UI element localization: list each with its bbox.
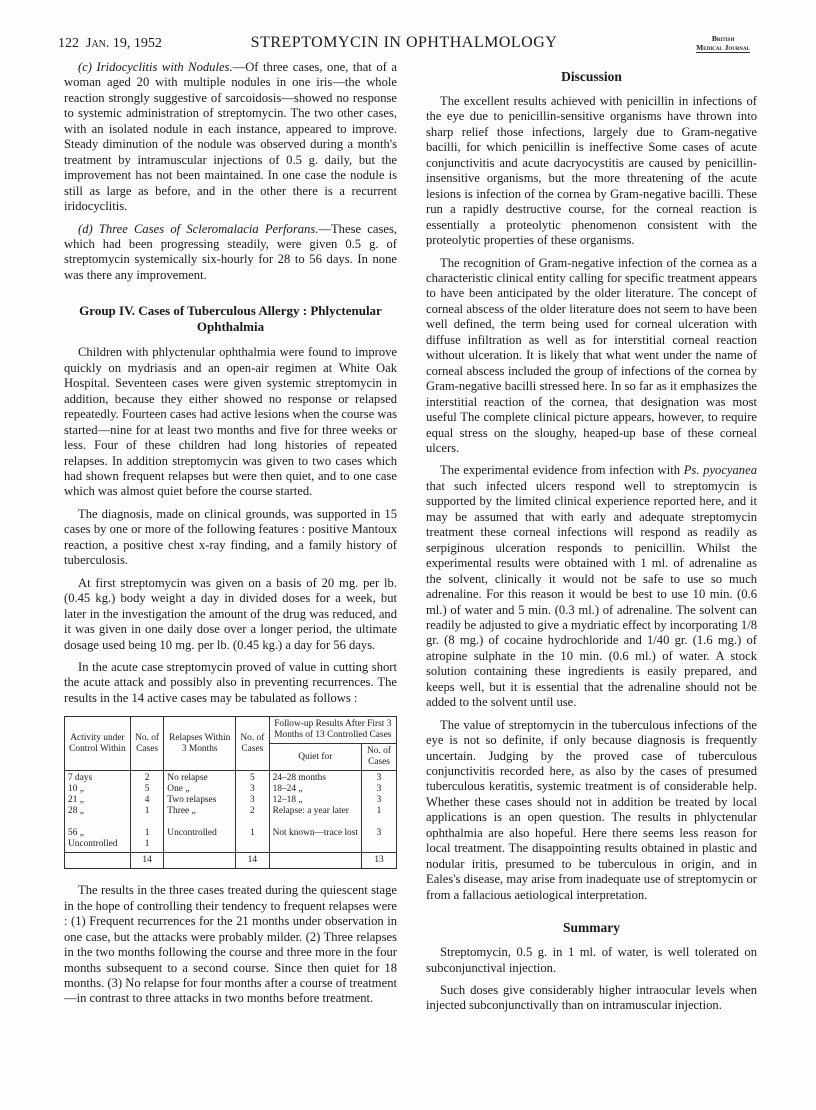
quiet-count-cell: 3 3 3 1 3 <box>362 771 397 853</box>
discussion-heading: Discussion <box>561 69 622 84</box>
journal-name: British Medical Journal <box>696 34 750 52</box>
activity-count-cell: 2 5 4 1 1 1 <box>130 771 163 853</box>
summary-paragraph: Streptomycin, 0.5 g. in 1 ml. of water, is well tolerated on subconjunctival injection. <box>426 945 757 975</box>
activity-cell: 7 days 10 „ 21 „ 28 „ 56 „ Uncontrolled <box>65 771 131 853</box>
col-header-quiet-for: Quiet for <box>269 744 361 771</box>
paragraph: The experimental evidence from infection with Ps. pyocyanea that such infected ulcers respond well to streptomycin is supported by the limited clinical experience reported here, and it may be assumed that with early and adequate streptomycin treatment these corneal infections will respond as readily as serpiginous ulceration responds to penicillin. Whilst the experimental results were obtained with 1 ml. of adrenaline as the solvent, clinically it would not be safe to use so much adrenaline. For this reason it would be best to use 10 min. (0.6 ml.) of water and 5 min. (0.3 ml.) of adrenaline. The solvent can readily be adjusted to give a mydriatic effect by incorporating 1/8 gr. (8 mg.) of cocaine hydrochloride and 1/40 gr. (1.6 mg.) of atropine sulphate in the 10 min. (0.6 ml.) of water. A stock solution containing these ingredients is easily prepared, and keeps well, but it is essential that the adrenaline should not be added to the solvent until use. <box>426 463 757 710</box>
total-cell: 13 <box>362 853 397 869</box>
running-title: STREPTOMYCIN IN OPHTHALMOLOGY <box>250 34 558 51</box>
paragraph: The results in the three cases treated during the quiescent stage in the hope of controlling their tendency to frequent relapses were : (1) Frequent recurrences for the 21 months under observation in one case, but the attacks were probably milder. (2) Three relapses in the two months following the course and three more in the four months subsequent to a second course. Since then quiet for 18 months. (3) No relapse for four months after a course of treatment—in contrast to three attacks in two months before treatment. <box>64 883 397 1006</box>
paragraph: The value of streptomycin in the tuberculous infections of the eye is not so definite, if only because diagnosis is frequently uncertain. Judging by the proved case of tuberculous conjunctivitis recorded here, as also by the cases of presumed tuberculous keratitis, systemic treatment is of considerable help. Whether these cases should not in addition be treated by local applications is an open question. The results in phlyctenular ophthalmia are also hopeful. Here there seems less reason for local treatment. The disappointing results obtained in plastic and nodular iritis, presumed to be tuberculous in origin, and in Eales's disease, may arise from inadequate use of streptomycin or from a fallacious aetiological interpretation. <box>426 717 757 902</box>
col-header-no-cases: No. of Cases <box>236 717 269 771</box>
col-header-no-cases: No. of Cases <box>362 744 397 771</box>
right-column <box>426 60 757 1021</box>
total-label-cell <box>65 853 131 869</box>
paragraph-d: (d) Three Cases of Scleromalacia Perforans.—These cases, which had been progressing steadily, were given 0.5 g. of streptomycin systemically six-hourly for 28 to 56 days. In none was there any improvement. <box>64 221 397 282</box>
paragraph: Children with phlyctenular ophthalmia were found to improve quickly on mydriasis and an open-air regimen at White Oak Hospital. Seventeen cases were given systemic streptomycin in addition, because they either showed no response or relapsed repeatedly. Fourteen cases had active lesions when the course was started—nine for at least two months and five for three weeks or less. Four of these children had long histories of repeated relapses. In addition streptomycin was given to two cases which had shown frequent relapses but were then quiet, and to one case which was almost quiet before the course started. <box>64 345 397 499</box>
paragraph: The diagnosis, made on clinical grounds, was supported in 15 cases by one or more of the following features : positive Mantoux reaction, a positive chest x-ray finding, and a family history of tuberculosis. <box>64 506 397 568</box>
left-column <box>64 60 397 1014</box>
paragraph-c: (c) Iridocyclitis with Nodules.—Of three cases, one, that of a woman aged 20 with multiple nodules in one iris—the whole reaction strongly suggestive of sarcoidosis—showed no response to systemic administration of streptomycin. The two other cases, with an isolated nodule in each instance, appeared to improve. Steady diminution of the nodule was observed during a month's treatment by intramuscular injections of 0.5 g. daily, but the improvement has not been maintained. In one case the nodule is still as large as before, and in the other there is a recurrent iridocyclitis. <box>64 60 397 214</box>
page-header <box>58 32 750 54</box>
group-iv-heading: Group IV. Cases of Tuberculous Allergy : Phlyctenular Ophthalmia <box>79 303 382 335</box>
col-header-activity: Activity under Control Within <box>65 717 131 771</box>
col-header-followup: Follow-up Results After First 3 Months of 13 Controlled Cases <box>269 717 396 744</box>
summary-paragraph: Such doses give considerably higher intraocular levels when injected subconjunctivally than on intramuscular injection. <box>426 983 757 1013</box>
results-table <box>64 716 397 869</box>
page-number-date: 122 Jan. 19, 1952 <box>58 36 162 51</box>
total-cell: 14 <box>236 853 269 869</box>
col-header-relapses: Relapses Within 3 Months <box>164 717 236 771</box>
paragraph: The excellent results achieved with penicillin in infections of the eye due to penicillin-sensitive organisms have thrown into sharp relief those infections, largely due to Gram-negative bacilli, for which penicillin is ineffective Some cases of acute conjunctivitis and acute dacryocystitis are caused by penicillin-insensitive organisms, but the more threatening of the acute lesions is infection of the cornea by Gram-negative bacilli. These run a rapidly destructive course, for the corneal reaction is essentially a proteolytic phenomenon consistent with the proteolytic properties of these organisms. <box>426 94 757 248</box>
col-header-no-cases: No. of Cases <box>130 717 163 771</box>
paragraph: At first streptomycin was given on a basis of 20 mg. per lb. (0.45 kg.) body weight a day in divided doses for a week, but later in the investigation the amount of the drug was reduced, and it was given in one daily dose over a longer period, the ultimate dosage used being 10 mg. per lb. (0.45 kg.) a day for 56 days. <box>64 575 397 652</box>
total-cell: 14 <box>130 853 163 869</box>
total-label-cell <box>269 853 361 869</box>
paragraph: In the acute case streptomycin proved of value in cutting short the acute attack and possibly also in preventing recurrences. The results in the 14 active cases may be tabulated as follows : <box>64 659 397 705</box>
total-label-cell <box>164 853 236 869</box>
paragraph: The recognition of Gram-negative infection of the cornea as a characteristic clinical entity calling for specific treatment appears to have been anticipated by the older literature. The concept of corneal abscess of the older literature does not seem to have been well defined, the term being used for corneal ulceration with diffuse infiltration as well as for interstitial corneal reaction without ulceration. It is likely that what went under the name of corneal abscess included the group of infections of the cornea by Gram-negative bacilli stressed here. In so far as it emphasizes the interstitial reaction of the cornea, that designation was most useful The complete clinical picture appears, however, to require equal stress on the sloughy, heaped-up base of these corneal ulcers. <box>426 255 757 455</box>
relapses-count-cell: 5 3 3 2 1 <box>236 771 269 853</box>
quiet-for-cell: 24–28 months 18–24 „ 12–18 „ Relapse: a year later Not known—trace lost <box>269 771 361 853</box>
relapses-cell: No relapse One „ Two relapses Three „ Uncontrolled <box>164 771 236 853</box>
summary-heading: Summary <box>563 920 620 936</box>
